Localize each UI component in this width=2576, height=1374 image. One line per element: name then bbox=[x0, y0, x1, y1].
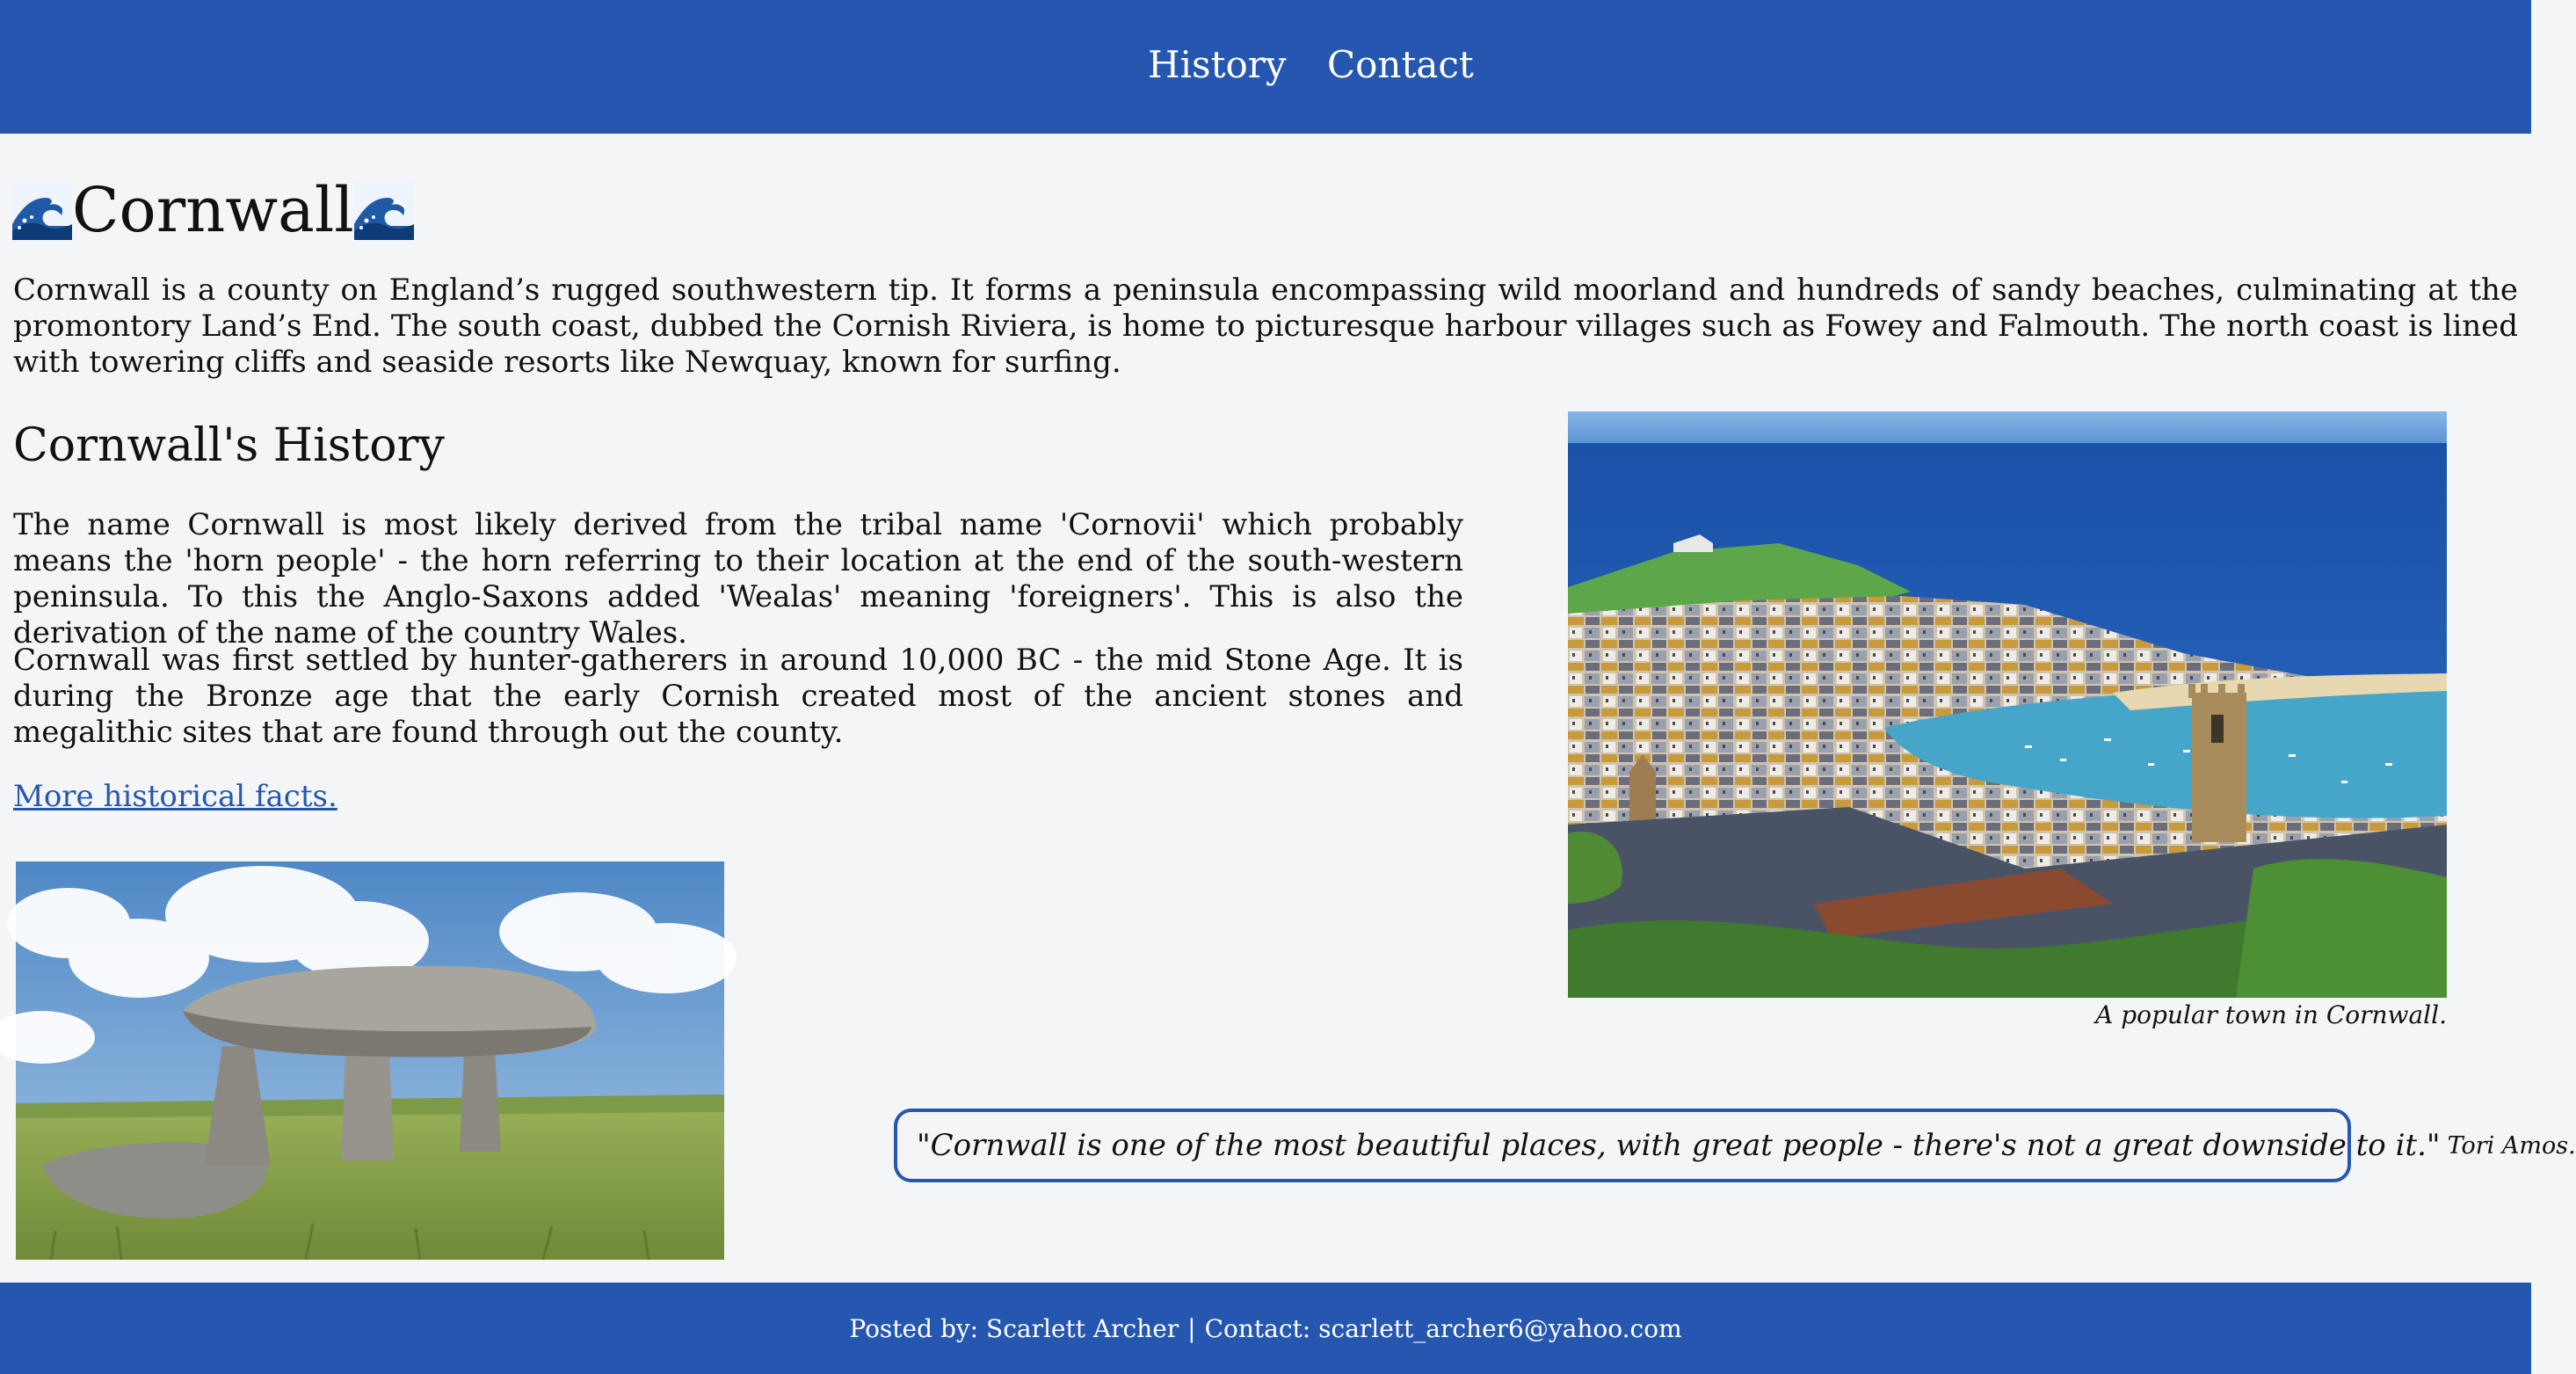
nav-link-history[interactable]: History bbox=[1148, 43, 1287, 86]
quote-box bbox=[894, 1109, 2576, 1182]
more-historical-facts-link[interactable]: More historical facts. bbox=[13, 779, 337, 814]
intro-paragraph: Cornwall is a county on England’s rugged southwestern tip. It forms a peninsula encompassing wild moorland and hundreds of sandy beaches, culminating at the promontory Land’s End. The south coast, dubbed the Cornish Riviera, is home to picturesque harbour villages such as Fowey and Falmouth. The north coast is lined with towering cliffs and seaside resorts like Newquay, known for surfing. bbox=[13, 273, 2518, 380]
town-photo bbox=[1568, 411, 2447, 998]
town-photo-caption: A popular town in Cornwall. bbox=[2095, 1000, 2447, 1029]
quote-author: Tori Amos. bbox=[2447, 1131, 2576, 1160]
history-heading: Cornwall's History bbox=[13, 419, 445, 472]
page-footer bbox=[0, 1283, 2531, 1374]
quote-text: "Cornwall is one of the most beautiful places, with great people - there's not a great downside to it." bbox=[917, 1128, 2441, 1163]
dolmen-photo bbox=[16, 861, 724, 1260]
wave-icon bbox=[12, 182, 72, 240]
footer-posted-by: Posted by: Scarlett Archer bbox=[849, 1313, 1179, 1343]
footer-contact: Contact: scarlett_archer6@yahoo.com bbox=[1204, 1313, 1682, 1343]
wave-icon bbox=[354, 182, 414, 240]
history-paragraph-settlement: Cornwall was first settled by hunter-gatherers in around 10,000 BC - the mid Stone Age. It is during the Bronze age that the early Cornish created most of the ancient stones and megalithic sites that are found through out the county. bbox=[13, 643, 1463, 750]
footer-separator: | bbox=[1187, 1313, 1196, 1343]
page-title bbox=[12, 172, 414, 248]
top-navigation bbox=[0, 0, 2531, 134]
nav-link-contact[interactable]: Contact bbox=[1327, 43, 1474, 86]
history-paragraph-name-origin: The name Cornwall is most likely derived from the tribal name 'Cornovii' which probably means the 'horn people' - the horn referring to their location at the end of the south-western peninsula. To this the Anglo-Saxons added 'Wealas' meaning 'foreigners'. This is also the derivation of the name of the country Wales. bbox=[13, 507, 1463, 651]
page-title-text: Cornwall bbox=[72, 174, 354, 246]
